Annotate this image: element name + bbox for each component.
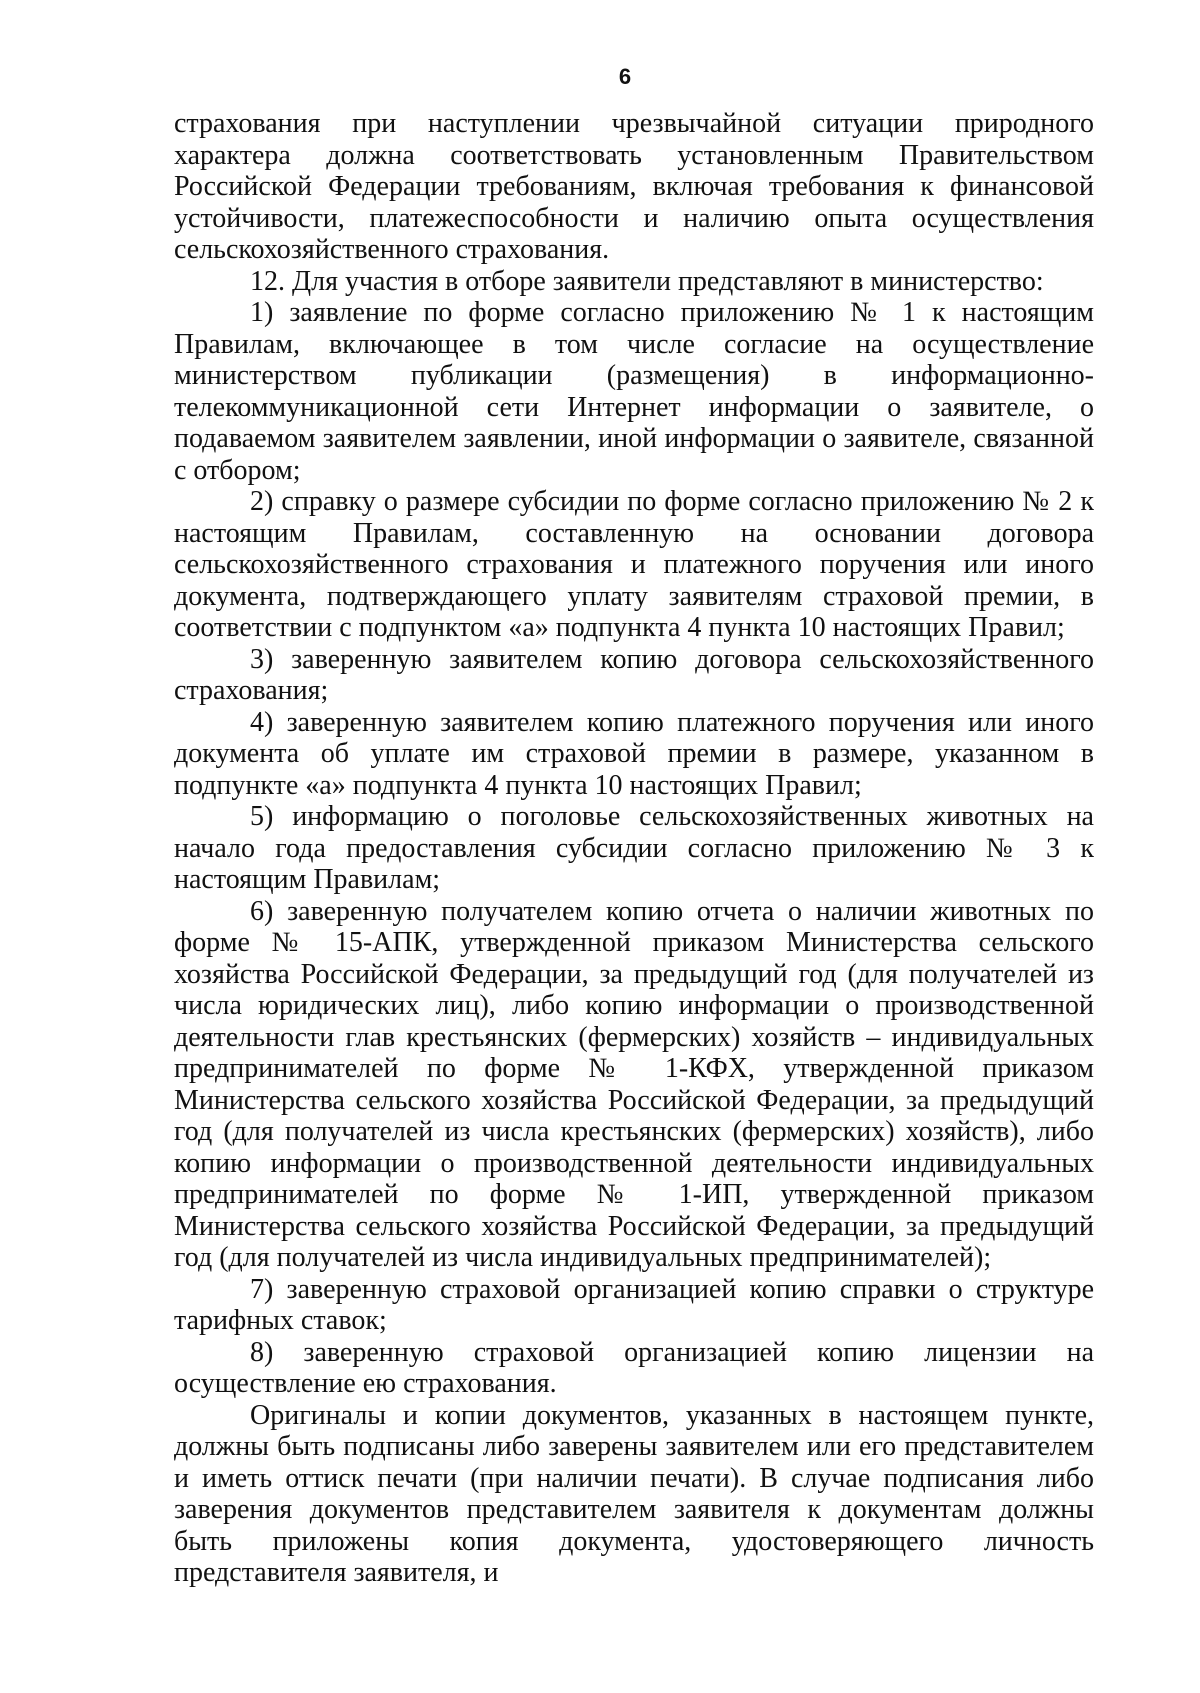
paragraph-subitem-1: 1) заявление по форме согласно приложению № 1 к настоящим Правилам, включающее в том числе согласие на осуществление министерством публикации (размещения) в информационно-телекоммуникационной сети Интернет информации о заявителе, о подаваемом заявителем заявлении, иной информации о заявителе, связанной с отбором; [174,297,1094,486]
paragraph-subitem-2: 2) справку о размере субсидии по форме согласно приложению № 2 к настоящим Правилам, составленную на основании договора сельскохозяйственного страхования и платежного поручения или иного документа, подтверждающего уплату заявителям страховой премии, в соответствии с подпунктом «а» подпункта 4 пункта 10 настоящих Правил; [174,486,1094,643]
paragraph-subitem-4: 4) заверенную заявителем копию платежного поручения или иного документа об уплате им страховой премии в размере, указанном в подпункте «а» подпункта 4 пункта 10 настоящих Правил; [174,706,1094,801]
paragraph-subitem-7: 7) заверенную страховой организацией копию справки о структуре тарифных ставок; [174,1273,1094,1336]
document-body [174,108,1094,1589]
page-number: 6 [618,64,632,89]
paragraph-continuation: страхования при наступлении чрезвычайной ситуации природного характера должна соответствовать установленным Правительством Российской Федерации требованиям, включая требования к финансовой устойчивости, платежеспособности и наличию опыта осуществления сельскохозяйственного страхования. [174,108,1094,265]
paragraph-subitem-5: 5) информацию о поголовье сельскохозяйственных животных на начало года предоставления субсидии согласно приложению № 3 к настоящим Правилам; [174,801,1094,895]
paragraph-originals: Оригиналы и копии документов, указанных в настоящем пункте, должны быть подписаны либо заверены заявителем или его представителем и иметь оттиск печати (при наличии печати). В случае подписания либо заверения документов представителем заявителя к документам должны быть приложены копия документа, удостоверяющего личность представителя заявителя, и [174,1399,1094,1588]
paragraph-item-12: 12. Для участия в отборе заявители представляют в министерство: [250,265,1044,297]
paragraph-subitem-6: 6) заверенную получателем копию отчета о наличии животных по форме № 15-АПК, утвержденной приказом Министерства сельского хозяйства Российской Федерации, за предыдущий год (для получателей из числа юридических лиц), либо копию информации о производственной деятельности глав крестьянских (фермерских) хозяйств – индивидуальных предпринимателей по форме № 1-КФХ, утвержденной приказом Министерства сельского хозяйства Российской Федерации, за предыдущий год (для получателей из числа крестьянских (фермерских) хозяйств), либо копию информации о производственной деятельности индивидуальных предпринимателей по форме № 1-ИП, утвержденной приказом Министерства сельского хозяйства Российской Федерации, за предыдущий год (для получателей из числа индивидуальных предпринимателей); [174,895,1094,1273]
paragraph-subitem-3: 3) заверенную заявителем копию договора сельскохозяйственного страхования; [174,643,1094,706]
paragraph-subitem-8: 8) заверенную страховой организацией копию лицензии на осуществление ею страхования. [174,1336,1094,1399]
